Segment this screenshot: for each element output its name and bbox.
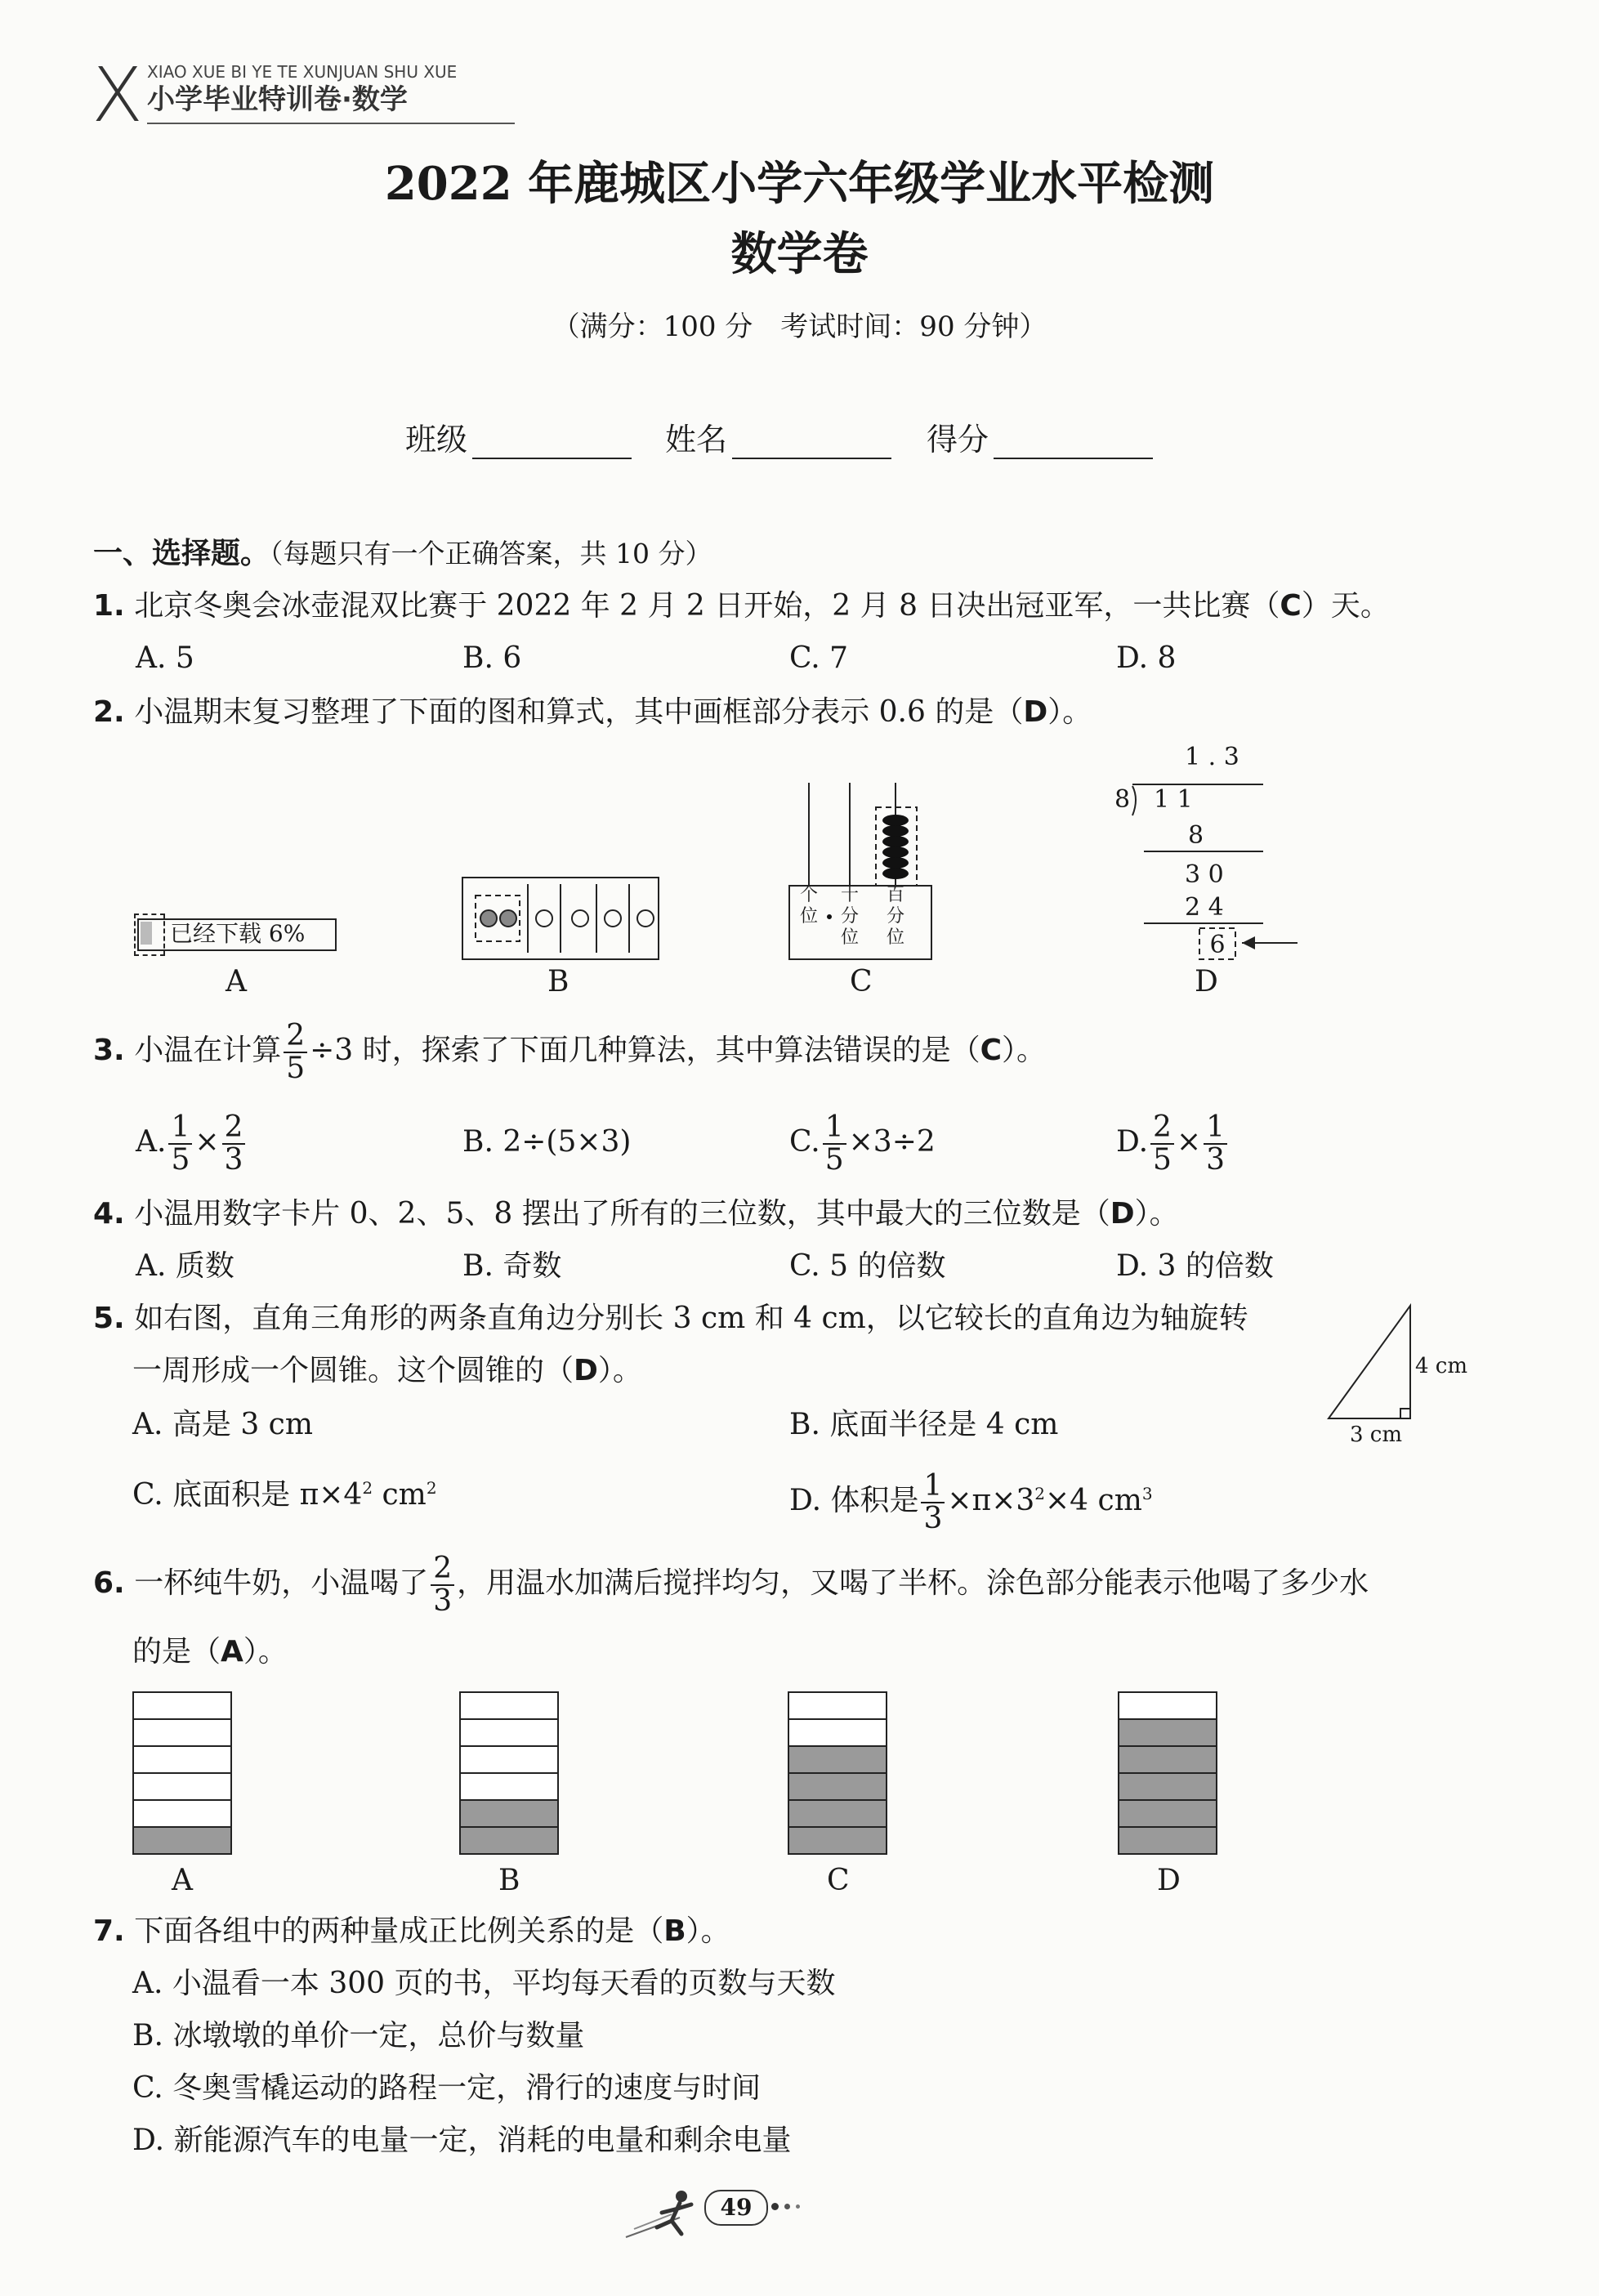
empty-circle — [572, 910, 588, 927]
opt-text: D. 体积是 — [789, 1484, 919, 1517]
q1-number: 1. — [93, 589, 125, 623]
logo-pinyin: XIAO XUE BI YE TE XUNJUAN SHU XUE — [147, 62, 458, 82]
opt-text: ×π×3 — [947, 1484, 1035, 1517]
q6-text-b: ，用温水加满后搅拌均匀，又喝了半杯。涂色部分能表示他喝了多少水 — [457, 1566, 1369, 1600]
q7-option-b: B. 冰墩墩的单价一定，总价与数量 — [132, 2019, 585, 2053]
cup-row-empty — [133, 1746, 231, 1773]
q4-option-b: B. 奇数 — [462, 1249, 562, 1283]
empty-circle — [605, 910, 621, 927]
opt-prefix: C. — [789, 1125, 820, 1159]
abacus-bead — [882, 846, 909, 858]
logo-series-title: 小学毕业特训卷·数学 — [147, 83, 408, 116]
q6-cup-a — [131, 1690, 234, 1856]
cup-row-shaded — [133, 1827, 231, 1854]
q3-text-c: ）。 — [1002, 1034, 1047, 1067]
page-number: 49 — [720, 2194, 753, 2221]
class-label: 班级 — [405, 422, 468, 458]
shaded-circle — [480, 910, 497, 927]
division-divisor: 8 — [1114, 785, 1131, 814]
cup-row-shaded — [788, 1827, 887, 1854]
frac — [921, 1471, 945, 1534]
question-2 — [93, 695, 1092, 730]
cup-row-shaded — [788, 1746, 887, 1773]
score-label: 得分 — [927, 422, 989, 458]
frac-numerator: 2 — [431, 1553, 454, 1586]
page-number-badge — [704, 2190, 768, 2226]
logo-underline — [147, 123, 515, 124]
q2-label-b: B — [547, 965, 569, 998]
q4-text-a: 小温用数字卡片 0、2、5、8 摆出了所有的三位数，其中最大的三位数是（ — [134, 1197, 1110, 1231]
q2-figure-b — [459, 873, 663, 963]
question-3 — [93, 1015, 1046, 1087]
q2-text-a: 小温期末复习整理了下面的图和算式，其中画框部分表示 0.6 的是（ — [134, 695, 1024, 729]
q6-label-b: B — [498, 1864, 520, 1897]
q5-option-b: B. 底面半径是 4 cm — [789, 1408, 1059, 1441]
frac-denominator: 5 — [1153, 1143, 1172, 1177]
q3-option-d — [1116, 1106, 1230, 1178]
abacus-bead — [882, 825, 909, 837]
q3-option-c — [789, 1106, 936, 1178]
q7-answer: B — [663, 1914, 686, 1948]
frac-numerator: 1 — [168, 1112, 192, 1145]
q5-triangle-figure — [1320, 1299, 1484, 1446]
opt-prefix: A. — [136, 1125, 167, 1159]
abacus-bead — [882, 836, 909, 847]
question-6 — [93, 1548, 1369, 1619]
triangle-height-label: 4 cm — [1415, 1354, 1468, 1378]
q6-number: 6. — [93, 1566, 125, 1600]
question-4 — [93, 1196, 1179, 1231]
q6-cup-c — [786, 1690, 889, 1856]
operator: × — [194, 1125, 220, 1159]
q3-option-a — [136, 1106, 248, 1178]
abacus-col-hundredths-1: 百 — [886, 885, 905, 905]
cup-row-shaded — [788, 1773, 887, 1800]
cup-row-empty — [133, 1692, 231, 1719]
frac — [222, 1112, 246, 1176]
frac-denominator: 3 — [1206, 1143, 1226, 1177]
q5-option-c — [132, 1477, 437, 1512]
exponent: 3 — [1141, 1484, 1153, 1503]
q7-number: 7. — [93, 1914, 125, 1948]
frac-numerator: 2 — [222, 1112, 246, 1145]
q7-option-c: C. 冬奥雪橇运动的路程一定，滑行的速度与时间 — [132, 2071, 762, 2105]
exam-subtitle: 数学卷 — [730, 227, 869, 281]
q2-label-d: D — [1195, 965, 1218, 998]
opt-text: C. 底面积是 π×4 — [132, 1478, 363, 1512]
q6-fraction — [431, 1553, 454, 1617]
q3-option-b: B. 2÷(5×3) — [462, 1125, 632, 1159]
frac — [1204, 1112, 1227, 1176]
q4-option-d: D. 3 的倍数 — [1116, 1249, 1274, 1283]
q7-text-b: ）。 — [686, 1914, 730, 1948]
q2-figure-a — [137, 918, 337, 954]
empty-circle — [637, 910, 654, 927]
q2-answer: D — [1023, 695, 1048, 729]
question-1 — [93, 588, 1390, 623]
frac-denominator: 5 — [286, 1052, 306, 1085]
series-logo — [92, 51, 516, 139]
info-class — [405, 422, 632, 459]
q6-cup-d — [1116, 1690, 1219, 1856]
opt-unit: cm — [373, 1478, 427, 1512]
q7-option-a: A. 小温看一本 300 页的书，平均每天看的页数与天数 — [132, 1967, 836, 2000]
exam-title: 2022 年鹿城区小学六年级学业水平检测 — [384, 157, 1215, 211]
logo-letter: X — [92, 51, 144, 139]
q6-label-c: C — [827, 1864, 850, 1897]
frac-denominator: 3 — [923, 1502, 943, 1535]
cup-row-empty — [788, 1692, 887, 1719]
cup-row-shaded — [1119, 1719, 1217, 1746]
footer-runner-icon — [623, 2180, 712, 2245]
q4-option-c: C. 5 的倍数 — [789, 1249, 946, 1283]
footer-dots — [771, 2203, 820, 2211]
exam-meta: （满分：100 分 考试时间：90 分钟） — [552, 310, 1047, 343]
q1-text-a: 北京冬奥会冰壶混双比赛于 2022 年 2 月 2 日开始，2 月 8 日决出冠亚军，一共比赛（ — [134, 589, 1280, 623]
score-input[interactable] — [994, 425, 1153, 459]
abacus-col-ones-1: 个 — [799, 885, 819, 905]
q3-text-b: ÷3 时，探索了下面几种算法，其中算法错误的是（ — [310, 1034, 980, 1067]
q3-answer: C — [980, 1034, 1003, 1067]
frac-numerator: 1 — [921, 1471, 945, 1503]
dashed-highlight-box — [134, 913, 165, 956]
frac-denominator: 3 — [433, 1584, 453, 1618]
name-input[interactable] — [732, 425, 891, 459]
q5-line-1: 如右图，直角三角形的两条直角边分别长 3 cm 和 4 cm，以它较长的直角边为轴旋转 — [134, 1302, 1248, 1335]
q5-number: 5. — [93, 1302, 125, 1335]
frac-denominator: 5 — [171, 1143, 190, 1177]
q6-answer: A — [221, 1635, 243, 1668]
cup-row-shaded — [1119, 1827, 1217, 1854]
q3-text-a: 小温在计算 — [134, 1034, 282, 1067]
q6-line-2-end: ）。 — [243, 1635, 288, 1668]
q2-label-a: A — [226, 965, 247, 998]
q4-number: 4. — [93, 1197, 125, 1231]
division-step-1: 8 — [1188, 821, 1204, 850]
cup-row-empty — [133, 1773, 231, 1800]
abacus-bead — [882, 868, 909, 879]
frac — [1150, 1112, 1174, 1176]
q3-number: 3. — [93, 1034, 125, 1067]
q1-option-c: C. 7 — [789, 641, 849, 675]
q2-figure-c — [784, 779, 948, 963]
name-label: 姓名 — [665, 422, 728, 458]
q2-text-b: ）。 — [1047, 695, 1092, 729]
triangle-base-label: 3 cm — [1350, 1423, 1403, 1446]
cup-row-empty — [460, 1746, 558, 1773]
info-name — [665, 422, 891, 459]
frac — [823, 1112, 846, 1176]
frac-numerator: 2 — [284, 1021, 307, 1053]
q5-answer: D — [574, 1354, 598, 1387]
q2-figure-d — [1103, 737, 1315, 963]
q5-line-2-end: ）。 — [597, 1354, 642, 1387]
abacus-bead — [882, 857, 909, 869]
opt-prefix: D. — [1116, 1125, 1149, 1159]
division-remainder: 6 — [1209, 931, 1226, 959]
q2-label-c: C — [850, 965, 873, 998]
q5-option-d — [789, 1458, 1153, 1537]
question-5 — [93, 1301, 1248, 1336]
q4-text-b: ）。 — [1134, 1197, 1179, 1231]
exponent: 2 — [362, 1478, 373, 1498]
opt-unit: ×4 cm — [1045, 1484, 1142, 1517]
frac-numerator: 1 — [823, 1112, 846, 1145]
cup-row-shaded — [1119, 1746, 1217, 1773]
section-title: 一、选择题。 — [93, 537, 270, 570]
q6-text-a: 一杯纯牛奶，小温喝了 — [134, 1566, 429, 1600]
cup-row-empty — [133, 1719, 231, 1746]
frac-numerator: 1 — [1204, 1112, 1227, 1145]
cup-row-empty — [460, 1719, 558, 1746]
exponent: 2 — [426, 1478, 437, 1498]
q1-answer: C — [1280, 589, 1302, 623]
info-score — [927, 422, 1153, 459]
q7-option-d: D. 新能源汽车的电量一定，消耗的电量和剩余电量 — [132, 2124, 792, 2157]
section-heading — [93, 536, 712, 571]
q1-option-b: B. 6 — [462, 641, 522, 675]
cup-row-empty — [460, 1692, 558, 1719]
frac-denominator: 5 — [824, 1143, 844, 1177]
q5-option-a: A. 高是 3 cm — [132, 1408, 313, 1441]
question-7 — [93, 1914, 730, 1949]
q1-text-b: ）天。 — [1301, 589, 1390, 623]
abacus-bead — [882, 815, 909, 826]
operator: × — [1176, 1125, 1202, 1159]
class-input[interactable] — [472, 425, 632, 459]
q3-fraction — [284, 1021, 307, 1084]
abacus-col-hundredths-3: 位 — [886, 927, 905, 948]
q5-line-2-text: 一周形成一个圆锥。这个圆锥的（ — [132, 1354, 574, 1387]
cup-row-shaded — [1119, 1773, 1217, 1800]
abacus-col-tenths-3: 位 — [840, 927, 860, 948]
q6-label-a: A — [172, 1864, 193, 1897]
right-triangle — [1329, 1306, 1410, 1418]
q6-line-2 — [132, 1634, 288, 1669]
q2-number: 2. — [93, 695, 125, 729]
division-step-2: 3 0 — [1185, 860, 1224, 889]
abacus-col-ones-2: 位 — [799, 906, 819, 927]
q4-answer: D — [1110, 1197, 1135, 1231]
division-quotient: 1 . 3 — [1185, 743, 1239, 771]
section-note: （每题只有一个正确答案，共 10 分） — [270, 538, 712, 570]
download-text: 已经下载 6% — [170, 920, 306, 947]
q1-option-d: D. 8 — [1116, 641, 1177, 675]
division-step-3: 2 4 — [1185, 893, 1224, 922]
cup-row-empty — [788, 1719, 887, 1746]
division-dividend: 1 1 — [1154, 785, 1193, 814]
frac — [168, 1112, 192, 1176]
abacus-col-tenths-2: 分 — [840, 906, 860, 927]
cup-row-shaded — [460, 1800, 558, 1827]
q5-line-2 — [132, 1353, 642, 1388]
q6-label-d: D — [1157, 1864, 1181, 1897]
cup-row-empty — [460, 1773, 558, 1800]
shaded-circle — [500, 910, 516, 927]
exponent: 2 — [1034, 1484, 1046, 1503]
cup-row-shaded — [1119, 1800, 1217, 1827]
q4-option-a: A. 质数 — [136, 1249, 234, 1283]
cup-row-shaded — [460, 1827, 558, 1854]
q6-cup-b — [458, 1690, 561, 1856]
opt-rest: ×3÷2 — [848, 1125, 936, 1159]
empty-circle — [536, 910, 552, 927]
q1-option-a: A. 5 — [136, 641, 194, 675]
frac-denominator: 3 — [224, 1143, 243, 1177]
q6-line-2-text: 的是（ — [132, 1635, 221, 1668]
frac-numerator: 2 — [1150, 1112, 1174, 1145]
cup-row-empty — [1119, 1692, 1217, 1719]
abacus-col-tenths-1: 十 — [840, 885, 860, 905]
q7-text-a: 下面各组中的两种量成正比例关系的是（ — [134, 1914, 664, 1948]
abacus-col-hundredths-2: 分 — [886, 906, 905, 927]
cup-row-empty — [133, 1800, 231, 1827]
cup-row-shaded — [788, 1800, 887, 1827]
